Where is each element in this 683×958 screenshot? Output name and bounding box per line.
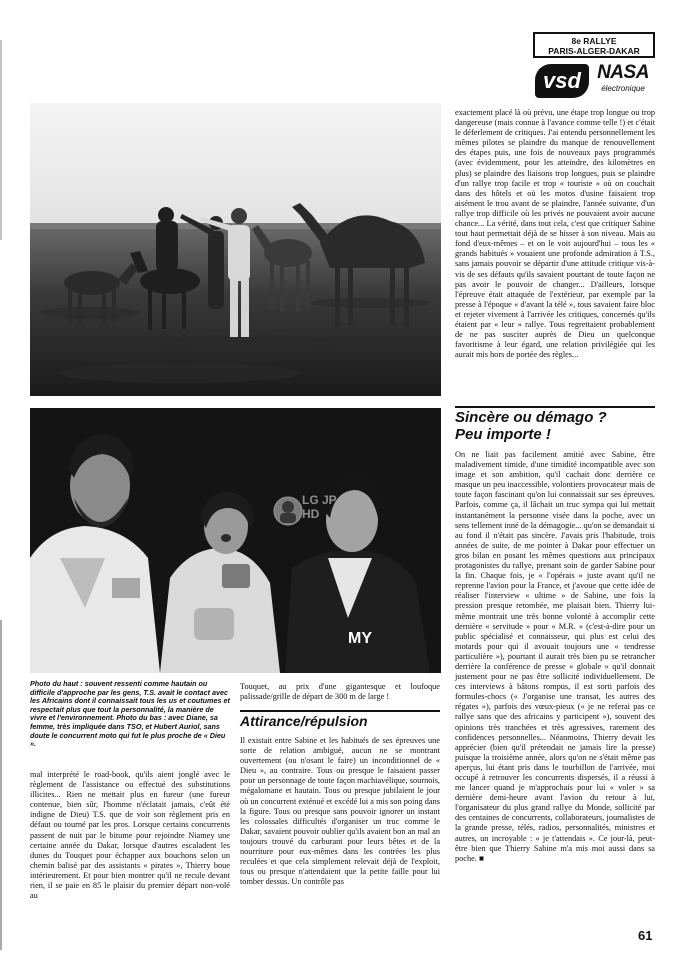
rallye-title	[533, 32, 655, 58]
vsd-logo: vsd	[535, 64, 589, 98]
photo-sabine-diane-auriol	[30, 408, 441, 673]
rallye-name: PARIS-ALGER-DAKAR	[548, 46, 640, 56]
article-right-column-bottom	[455, 450, 655, 864]
heading-line: Sincère ou démago ?	[455, 409, 607, 426]
photo-portrait-image	[30, 408, 441, 673]
watermark-text: LG JP HD	[302, 493, 337, 521]
heading-rule	[240, 710, 440, 712]
photo-desert-camels	[30, 103, 441, 396]
heading-line: Peu importe !	[455, 426, 551, 443]
rallye-logo	[533, 32, 655, 104]
photo-desert-camels-image	[30, 103, 441, 396]
paragraph: mal interprété le road-book, qu'ils aient jonglé avec le règlement de l'assistance ou effectué des substitutions illicites... Rien ne mettait plus en fureur (une fureur contenue, bien sûr, l'homme n'éclatait jamais, c'eût été indigne de Dieu) T.S. que de voir son règlement pris en défaut ou tourné par les pros. Lorsque certains concurrents passent de nuit par le bitume pour rejoindre Niamey une certaine année du Dakar, lorsque d'autres escaladent les dunes du Touquet pour échapper aux bouchons selon un chemin balisé par des assistants « pirates », Thierry boue intérieurement. Et pour bien montrer qu'il ne recule devant rien, il se paie en 85 le plaisir du premier départ non-volé au	[30, 770, 230, 901]
article-left-column	[30, 770, 230, 901]
svg-text:MY: MY	[348, 630, 372, 647]
sponsor-logos	[533, 60, 655, 104]
rallye-edition: 8e RALLYE	[571, 36, 617, 46]
paragraph: exactement placé là où prévu, une étape trop longue ou trop dangereuse (mais connue à l'avance comme telle !) et c'était le déferlement de critiques. J'ai entendu personnellement les mêmes pilotes se plaindre du manque de renouvellement des étapes puis, une fois de nouveaux pays programmés (avec évidemment, pour les atteindre, des kilomètres en plus) se plaindre des liaisons trop longues, puis se plaindre d'un rallye trop facile et trop « touriste » où on couchait dans des hôtels et où les motos d'usine faisaient trop aisément le trou avant de se plaindre, l'année suivante, d'un rallye trop difficile où les privés ne pouvaient avoir aucune chance... La vérité, dans tout cela, c'est que critiquer Sabine tout haut permettait déjà de se hisser à son niveau. Mais au fond d'eux-mêmes – et on le voit aujourd'hui – tous les « grands habitués » vouaient une profonde admiration à T.S., sans jamais pouvoir se départir d'une attitude critique vis-à-vis de ses défauts qu'ils savaient pourtant de toute façon ne pas avoir le pouvoir de changer... D'ailleurs, lorsque l'épreuve était attaquée de l'extérieur, par exemple par la presse à l'époque « d'avant la télé », tous savaient faire bloc et rejeter vivement à l'arrivée les critiques, concernés qu'ils étaient par « leur » rallye. Tous regrettaient probablement de ne pas susciter auprès de Dieu un quelconque favoritisme à leur égard, une relation privilégiée qui les aurait mis hors de portée des règles...	[455, 108, 655, 360]
page-number: 61	[638, 928, 653, 943]
heading-rule	[455, 406, 655, 408]
paragraph: On ne liait pas facilement amitié avec Sabine, être maladivement timide, d'une timidité incompatible avec son image et son ambition, qu'il cachait donc derrière ce masque un peu inaccessible, volontiers provocateur mais de toute façon fascinant qu'on lui connaissait sur ses épreuves. Parfois, comme ça, il lâchait un truc sympa qui lui mettait instantanément la personne visée dans la poche, avec un sens tellement inné de la démagogie... qu'on se demandait si au fond il n'était pas sincère. J'avais pris l'habitude, trois années de suite, de me pointer à Dakar pour effectuer un gros bilan en posant les mêmes questions aux principaux protagonistes du rallye, prenant soin de garder Sabine pour la fin. Chaque fois, je « l'opérais » juste avant qu'il ne reprenne l'avion pour la France, et j'avoue que cette idée de réaliser l'interview « ultime » de Sabine, une fois la pression presque retombée, me plaisait bien. Thierry lui-même montrait une très bonne volonté à accomplir cette dernière « servitude » pour « M.R. » (c'est-à-dire pour un public spécialisé et connaisseur, qui plus est celui des motards pour qui il avouait toujours une « tendresse particulière »), pourtant il aurait très bien pu se retrancher derrière la conférence de presse « globale » qu'il donnait justement pour ne pas être sollicité individuellement. De ces interviews à bâtons rompus, il est sorti parfois des formules-chocs (« J'organise une transat, les autres des régates »), parfois des vœux-pieux (« je ne referai pas ce rallye sans que des africains y participent »), souvent des opinions très tranchées et très agressives, rarement des confidences personnelles... Néanmoins, Thierry devait les apprécier (bien qu'il prétendait ne jamais lire la presse) puisque la troisième année, alors qu'on ne s'était même pas aperçus, lui étant pris dans le tourbillon de l'arrivée, moi occupé à retrouver les concurrents dispersés, il a réussi à me lancer quand je m'approchais pour lui « voler » sa dernière demi-heure avant l'avion du retour à lui, l'organisateur du plus grand rallye du Monde, sollicité par des centaines de concurrents, collaborateurs, journalistes de la grande presse, télés, radios, personnalités, ministres et autres, un incroyable : « je t'attendais ». Ce jour-là, peut-être bien que Thierry Sabine m'a mis moi aussi dans sa poche. ■	[455, 450, 655, 863]
scan-edge-mark	[0, 620, 2, 950]
paragraph: Touquet, au prix d'une gigantesque et loufoque palissade/grille de départ de 300 m de large !	[240, 682, 440, 702]
nasa-subtitle: électronique	[601, 84, 645, 93]
watermark-logo	[272, 483, 344, 547]
article-middle-top	[240, 682, 440, 702]
nasa-logo: NASA	[597, 62, 649, 83]
article-middle-column	[240, 736, 440, 887]
paragraph: Il existait entre Sabine et les habitués de ses épreuves une sorte de relation ambiguë, aucun ne se montrant ouvertement (ou n'osant le faire) un inconditionnel de « Dieu », au contraire. Tous ou presque le faisaient passer pour un personnage de toute façon machiavélique, sournois, mégalomane et hautain. Tous ou presque jubilaient le jour où un concurrent exténué et excédé lui a mis son poing dans la figure. Tous ou presque sans pouvoir ignorer un instant les colossales difficultés d'organiser un truc comme le Dakar, savaient pouvoir oublier qu'ils avaient bon an mal an toujours trouvé du carburant pour leurs bêtes et de la nourriture pour eux-mêmes dans les contrées les plus reculées et que cela simplement relevait déjà de l'exploit, tous ou presque n'attendaient que la petite faille pour lui tomber dessus. Un contrôle pas	[240, 736, 440, 887]
scan-edge-mark	[0, 40, 2, 240]
section-heading-sincere	[455, 409, 655, 443]
article-right-column-top	[455, 108, 655, 360]
section-heading-attirance: Attirance/répulsion	[240, 713, 368, 729]
photo-caption: Photo du haut : souvent ressenti comme hautain ou difficile d'approche par les gens, T.S. avait le contact avec les Africains dont il connaissait tous les us et coutumes et respectait plus que tout la personnalité, la manière de vivre et l'environnement. Photo du bas : avec Diane, sa femme, très impliquée dans TSO, et Hubert Auriol, sans doute le concurrent moto qui fut le plus proche de « Dieu ».	[30, 679, 230, 749]
